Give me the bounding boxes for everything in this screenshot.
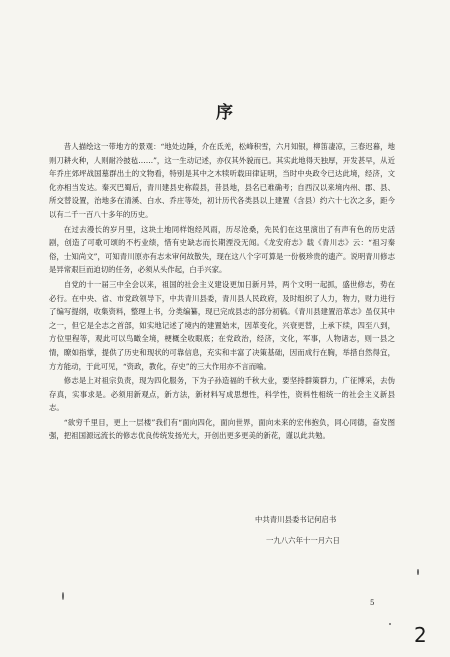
signature-author: 中共青川县委书记何启书 bbox=[255, 515, 337, 524]
preface-body bbox=[49, 140, 395, 443]
paragraph: 昔人描绘这一带地方的景观：“地处边陲，介在氐羌，松峰积雪，六月知银，柳笛凄凉，三春迟暮，地则刀耕火种，人则耐冷披毡……”，这一生动记述，亦仅其外貌而已。其实此地得天独厚，开发甚早，从近年乔庄郊坪战国墓群出土的文物看，特别是其中之木犊听载田律证明，当时中央政令已达此境，经济，文化亦相当发达。秦灭巴蜀后，青川建县史称葭县，昔县地，县名已难确考；自西汉以来境内州、郡、县、所交替设置，治地多在清溪、白水、乔庄等处，初计历代各类县以上建置（含县）约六十七次之多，距今以有二千一百八十多年的历史。 bbox=[49, 142, 395, 219]
paragraph: 在过去漫长的岁月里，这块土地同样饱经风雨，历尽沧桑，先民们在这里演出了有声有色的历史活剧，创造了可歌可颂的不朽业绩，惜有史缺志而长期湮没无闻。《龙安府志》载《青川志》云：“祖习秦俗，士知尚文”，可知青川原亦有志未审何故散失，现在这八个字可算是一份极珍贵的遗产。说明青川修志是异常艰巨而迫切的任务，必须从头作起，白手兴家。 bbox=[49, 224, 395, 275]
page-number: 5 bbox=[370, 599, 375, 607]
scan-speck bbox=[389, 623, 391, 625]
paragraph: 自党的十一届三中全会以来，祖国的社会主义建设更加日新月异，两个文明一起抓，盛世修志，势在必行。在中央、省、市党政领导下，中共青川县委，青川县人民政府，及时组织了人力，物力，财力进行了编写提纲，收集资料，整理上书，分类编纂，现已完成县志的部分初稿。《青川县建置沿革志》虽仅其中之一，但它是全志之首部，如实地记述了境内的建置始末，因革变化，兴衰更替，上承下续，四至八到，方位里程等，观此可以鸟瞰全境，梗概全收眼底；在党政治，经济，文化，军事，人物诸志，则一县之情，瞭如指掌，提供了历史和现状的可靠信息，充实和丰富了决策基础，因而成行在胸，举措自然得宜，方方能动，于此可见，“资政，教化，存史”的三大作用亦不言而喻。 bbox=[49, 279, 395, 371]
handwritten-page-mark: 2 bbox=[414, 623, 427, 647]
scan-speck bbox=[417, 569, 419, 575]
signature-date: 一九八六年十一月六日 bbox=[266, 536, 340, 545]
scan-speck bbox=[62, 592, 64, 600]
page-title: 序 bbox=[216, 103, 234, 123]
paragraph: 修志是上对祖宗负责，现为四化服务，下为子孙造福的千秋大业，要坚持群策群力，广征博采，去伪存真，实事求是。必须用新观点，新方法，新材料写成思想性，科学性，资料性相统一的社会主义新县志。 bbox=[49, 376, 395, 413]
paragraph: “欲穷千里目，更上一层楼”我们有“面向四化，面向世界，面向未来的宏伟抱负，同心同德，奋发图强，把祖国源远流长的修志优良传统发扬光大，开创出更多更美的新花，谨以此共勉。 bbox=[49, 417, 395, 441]
